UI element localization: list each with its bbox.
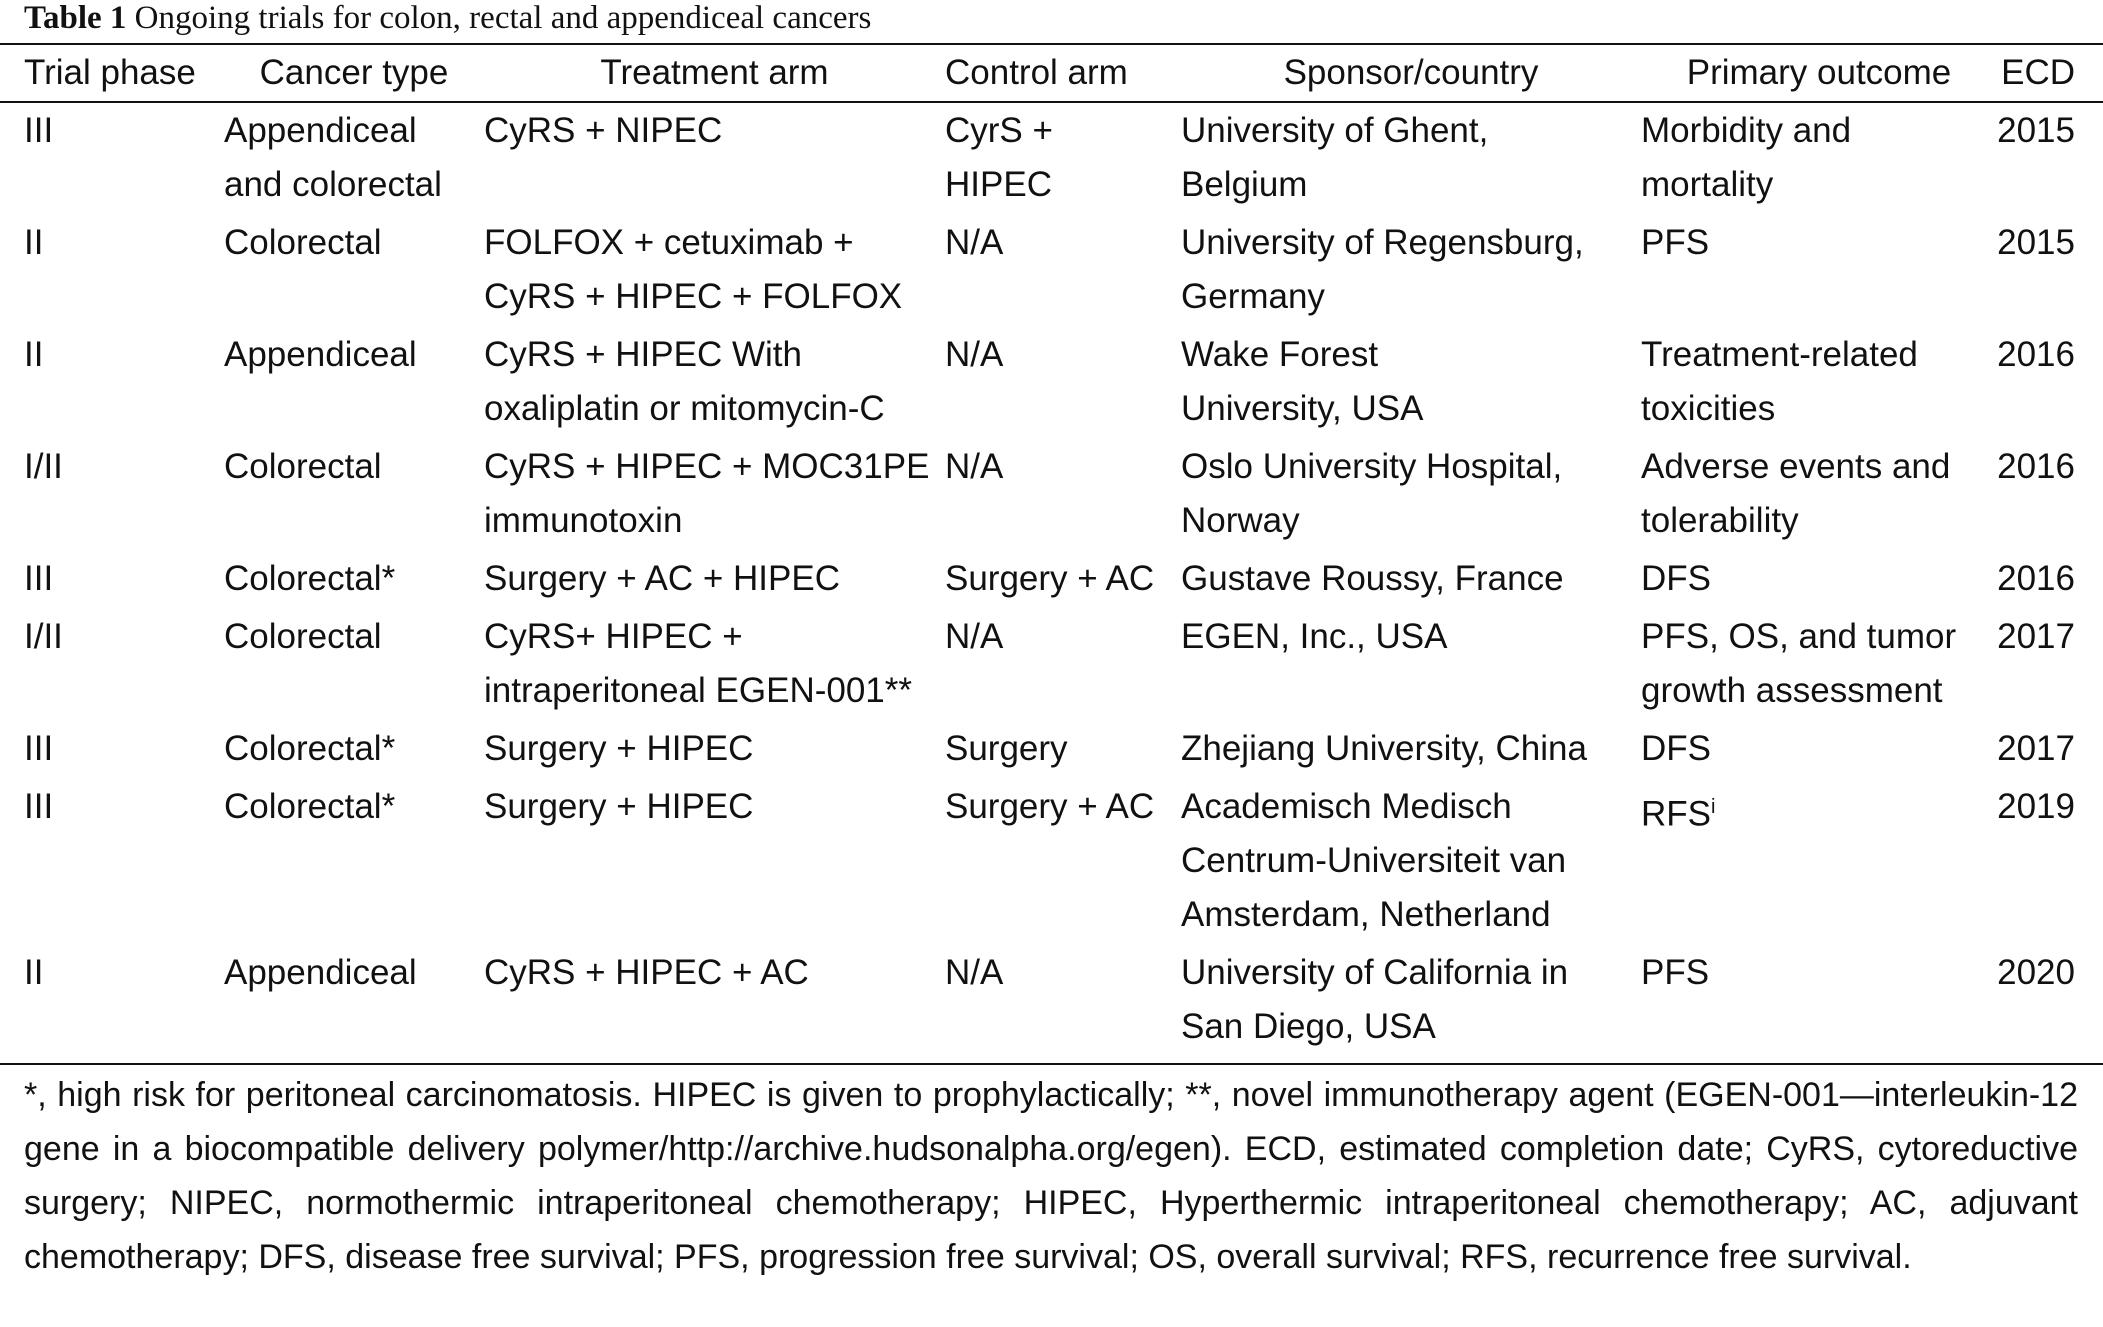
cell-treatment-arm [484,326,945,438]
cell-primary-outcome-line: mortality [1641,165,1774,204]
cell-sponsor-country [1181,778,1641,944]
cell-ecd: 2019 [1997,787,2075,826]
cell-primary-outcome [1641,326,1997,438]
cell-sponsor-country [1181,102,1641,214]
table-row [0,550,2103,608]
cell-sponsor-country-line: Germany [1181,277,1325,316]
cell-trial-phase: II [24,335,44,374]
cell-control-arm [945,608,1181,720]
cell-cancer-type-line: Colorectal* [224,729,396,768]
table-row [0,608,2103,720]
cell-trial-phase: III [24,729,54,768]
cell-primary-outcome-line: growth assessment [1641,671,1943,710]
table-caption-label: Table 1 [24,0,127,36]
header-ecd: ECD [2001,53,2075,92]
cell-cancer-type-line: Colorectal [224,447,382,486]
cell-treatment-arm [484,608,945,720]
cell-sponsor-country-line: Centrum-Universiteit van [1181,841,1567,880]
cell-control-arm [945,214,1181,326]
cell-sponsor-country-line: Oslo University Hospital, [1181,447,1563,486]
table-footnote: *, high risk for peritoneal carcinomatosis. HIPEC is given to prophylactically; **, novel immunotherapy agent (EGEN-001—interleukin-12 gene in a biocompatible delivery polymer/http://archive.hudsonalpha.org/egen). ECD, estimated completion date; CyRS, cytoreductive surgery; NIPEC, normothermic intraperitoneal chemotherapy; HIPEC, Hyperthermic intraperitoneal chemotherapy; AC, adjuvant chemotherapy; DFS, disease free survival; PFS, progression free survival; OS, overall survival; RFS, recurrence free survival. [24,1076,2078,1276]
cell-ecd: 2017 [1997,617,2075,656]
cell-treatment-arm [484,778,945,944]
table-row [0,778,2103,944]
cell-treatment-arm-line: CyRS + HIPEC With [484,335,802,374]
cell-sponsor-country-line: University of Regensburg, [1181,223,1584,262]
cell-primary-outcome-line: PFS, OS, and tumor [1641,617,1957,656]
cell-control-arm-line: N/A [945,953,1004,992]
cell-ecd: 2016 [1997,559,2075,598]
cell-cancer-type-line: Appendiceal [224,953,417,992]
cell-sponsor-country [1181,608,1641,720]
cell-treatment-arm-line: CyRS + HIPEC + MOC31PE [484,447,930,486]
cell-primary-outcome-line: PFS [1641,223,1710,262]
cell-trial-phase: III [24,559,54,598]
cell-primary-outcome-line: Morbidity and [1641,111,1852,150]
cell-sponsor-country-line: Gustave Roussy, France [1181,559,1564,598]
header-treatment-arm: Treatment arm [600,53,829,92]
cell-cancer-type-line: Colorectal [224,223,382,262]
cell-treatment-arm [484,944,945,1056]
bottom-rule [0,1063,2103,1065]
cell-control-arm-line: N/A [945,223,1004,262]
cell-sponsor-country-line: Zhejiang University, China [1181,729,1587,768]
cell-ecd: 2017 [1997,729,2075,768]
cell-cancer-type-line: Appendiceal [224,111,417,150]
cell-control-arm-line: N/A [945,617,1004,656]
cell-cancer-type [224,550,484,608]
cell-control-arm [945,778,1181,944]
cell-sponsor-country [1181,720,1641,778]
cell-treatment-arm-line: FOLFOX + cetuximab + [484,223,854,262]
cell-primary-outcome-line: Adverse events and [1641,447,1951,486]
cell-ecd: 2020 [1997,953,2075,992]
cell-primary-outcome [1641,720,1997,778]
table-body [0,102,2103,1056]
cell-ecd: 2015 [1997,111,2075,150]
cell-treatment-arm [484,438,945,550]
cell-primary-outcome [1641,944,1997,1056]
header-sponsor-country: Sponsor/country [1283,53,1539,92]
cell-control-arm-line: N/A [945,447,1004,486]
cell-treatment-arm-line: Surgery + HIPEC [484,729,754,768]
cell-trial-phase: II [24,953,44,992]
cell-control-arm [945,438,1181,550]
cell-primary-outcome [1641,608,1997,720]
trials-table [0,46,2103,1056]
cell-trial-phase: III [24,787,54,826]
cell-sponsor-country [1181,550,1641,608]
cell-control-arm-line: HIPEC [945,165,1052,204]
cell-ecd: 2016 [1997,447,2075,486]
cell-cancer-type [224,944,484,1056]
cell-sponsor-country-line: University of California in [1181,953,1569,992]
header-control-arm: Control arm [945,53,1128,92]
cell-control-arm [945,720,1181,778]
cell-treatment-arm-line: CyRS+ HIPEC + [484,617,743,656]
cell-cancer-type [224,214,484,326]
table-row [0,102,2103,214]
cell-cancer-type-line: Colorectal [224,617,382,656]
cell-cancer-type-line: Colorectal* [224,559,396,598]
cell-treatment-arm-line: CyRS + HIPEC + AC [484,953,809,992]
cell-ecd: 2015 [1997,223,2075,262]
cell-sponsor-country [1181,326,1641,438]
cell-cancer-type [224,720,484,778]
cell-control-arm [945,102,1181,214]
cell-primary-outcome [1641,438,1997,550]
cell-primary-outcome [1641,550,1997,608]
cell-cancer-type [224,438,484,550]
cell-control-arm-line: CyrS + [945,111,1053,150]
cell-cancer-type [224,778,484,944]
table-row [0,438,2103,550]
header-cancer-type: Cancer type [259,53,449,92]
cell-sponsor-country-line: Academisch Medisch [1181,787,1512,826]
table-row [0,326,2103,438]
cell-control-arm-line: Surgery + AC [945,787,1155,826]
cell-treatment-arm [484,102,945,214]
top-rule [0,43,2103,45]
cell-treatment-arm [484,214,945,326]
cell-sponsor-country [1181,438,1641,550]
cell-primary-outcome [1641,102,1997,214]
cell-ecd: 2016 [1997,335,2075,374]
cell-treatment-arm-line: CyRS + NIPEC [484,111,723,150]
cell-cancer-type [224,608,484,720]
cell-trial-phase: III [24,111,54,150]
cell-treatment-arm-line: Surgery + HIPEC [484,787,754,826]
cell-cancer-type-line: Colorectal* [224,787,396,826]
cell-sponsor-country-line: EGEN, Inc., USA [1181,617,1448,656]
cell-primary-outcome-line: DFS [1641,559,1711,598]
cell-sponsor-country [1181,944,1641,1056]
cell-cancer-type-line: Appendiceal [224,335,417,374]
cell-control-arm [945,944,1181,1056]
cell-primary-outcome-line: PFS [1641,953,1710,992]
cell-sponsor-country-line: Amsterdam, Netherland [1181,895,1551,934]
cell-control-arm [945,550,1181,608]
cell-control-arm-line: Surgery + AC [945,559,1155,598]
cell-cancer-type-line: and colorectal [224,165,442,204]
cell-sponsor-country-line: University, USA [1181,389,1424,428]
cell-cancer-type [224,102,484,214]
cell-primary-outcome-line: Treatment-related [1641,335,1918,374]
cell-sponsor-country-line: Wake Forest [1181,335,1379,374]
header-primary-outcome: Primary outcome [1686,53,1952,92]
table-caption-text: Ongoing trials for colon, rectal and appendiceal cancers [134,0,872,36]
cell-treatment-arm-line: immunotoxin [484,501,683,540]
header-row [0,46,2103,102]
cell-primary-outcome-line: RFS$^i$ [1641,794,1716,834]
cell-sponsor-country-line: Norway [1181,501,1300,540]
cell-treatment-arm [484,550,945,608]
cell-control-arm-line: N/A [945,335,1004,374]
table-row [0,214,2103,326]
table-row [0,944,2103,1056]
cell-sponsor-country-line: San Diego, USA [1181,1007,1436,1046]
cell-primary-outcome-line: toxicities [1641,389,1776,428]
cell-treatment-arm-line: intraperitoneal EGEN-001** [484,671,913,710]
cell-trial-phase: II [24,223,44,262]
cell-primary-outcome [1641,214,1997,326]
cell-primary-outcome-line: tolerability [1641,501,1799,540]
cell-sponsor-country-line: Belgium [1181,165,1308,204]
cell-treatment-arm-line: oxaliplatin or mitomycin-C [484,389,885,428]
cell-primary-outcome-line: DFS [1641,729,1711,768]
cell-trial-phase: I/II [24,447,63,486]
cell-treatment-arm [484,720,945,778]
cell-trial-phase: I/II [24,617,63,656]
table-caption [24,0,871,36]
table-row [0,720,2103,778]
cell-control-arm [945,326,1181,438]
outcome-superscript: i [1711,796,1716,818]
cell-treatment-arm-line: CyRS + HIPEC + FOLFOX [484,277,903,316]
cell-cancer-type [224,326,484,438]
cell-primary-outcome [1641,778,1997,944]
header-trial-phase: Trial phase [24,53,196,92]
cell-sponsor-country-line: University of Ghent, [1181,111,1489,150]
cell-treatment-arm-line: Surgery + AC + HIPEC [484,559,840,598]
cell-control-arm-line: Surgery [945,729,1068,768]
cell-sponsor-country [1181,214,1641,326]
